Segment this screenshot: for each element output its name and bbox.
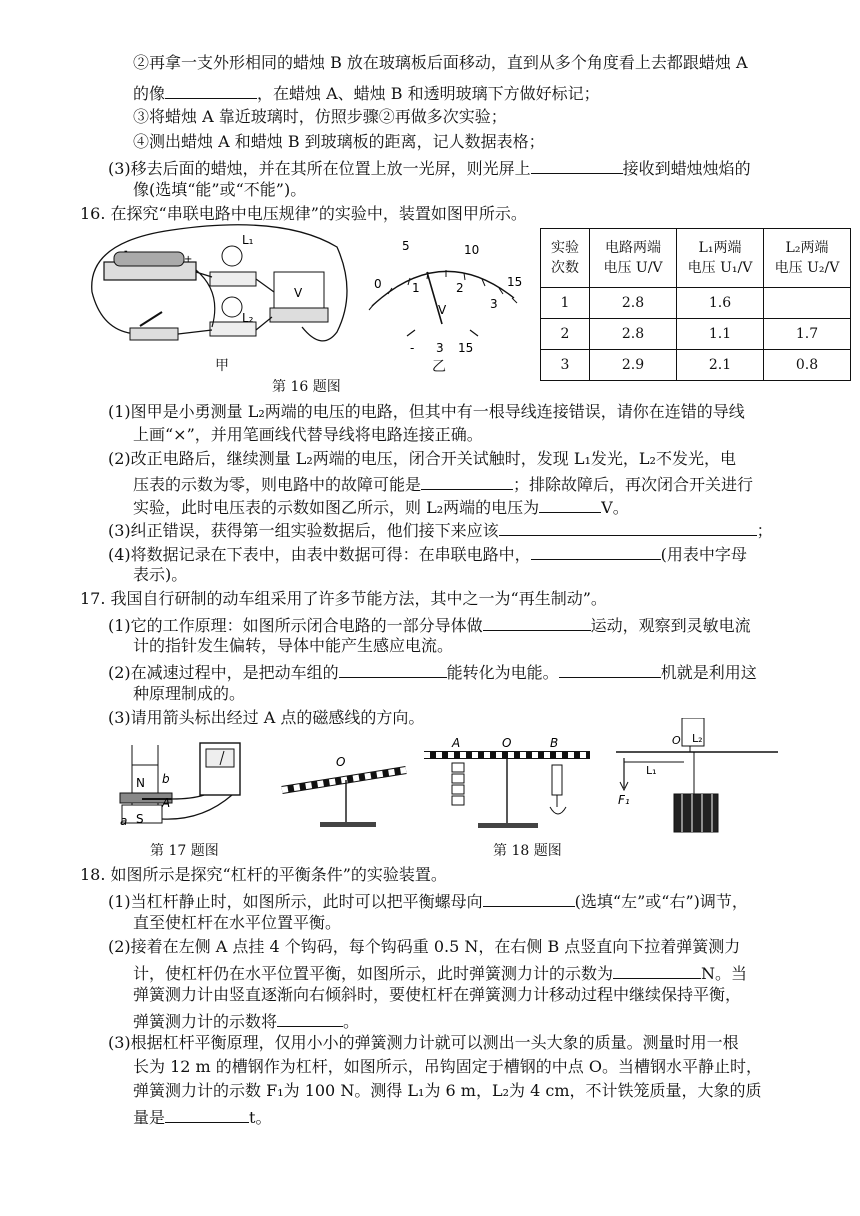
- table-cell: 1: [541, 288, 590, 319]
- q15-answer-blank-1[interactable]: [165, 80, 257, 99]
- meter-15: 15: [507, 275, 523, 289]
- q16-answer-blank-next-step[interactable]: [499, 517, 757, 536]
- q18-part3-line3: 弹簧测力计的示数 F₁为 100 N。测得 L₁为 6 m，L₂为 4 cm，不计铁笼质量，大象的质: [133, 1081, 762, 1100]
- q15-step3: ③将蜡烛 A 靠近玻璃时，仿照步骤②再做多次实验；: [133, 107, 507, 126]
- q16-part2-line3: [133, 494, 629, 519]
- q17-part2-line1: [108, 659, 757, 684]
- q18-part3-line1: (3)根据杠杆平衡原理，仅用小小的弹簧测力计就可以测出一头大象的质量。测量时用一根: [108, 1033, 739, 1052]
- q16-part2-text-pre: 压表的示数为零，则电路中的故障可能是: [133, 475, 422, 494]
- q18-elephant-f1: F₁: [618, 793, 630, 807]
- q18-elephant-o: O: [672, 734, 681, 747]
- q18-elephant-lever-figure: [612, 718, 782, 838]
- q15-step4: ④测出蜡烛 A 和蜡烛 B 到玻璃板的距离，记人数据表格；: [133, 132, 545, 151]
- q18-tilted-o: O: [336, 755, 346, 769]
- q15-part3-text-pre: (3)移去后面的蜡烛，并在其所在位置上放一光屏，则光屏上: [108, 159, 531, 178]
- q18-part3-line2: 长为 12 m 的槽钢作为杠杆，如图所示，吊钩固定于槽钢的中点 O。当槽钢水平静止时，: [133, 1057, 762, 1076]
- q16-part2-text-post: ；排除故障后，再次闭合开关进行: [513, 475, 754, 494]
- q16-voltmeter-dial-figure: [352, 236, 532, 356]
- table-row: [541, 288, 851, 319]
- meter-unit: V: [438, 303, 447, 317]
- meter-terminal-3: 3: [436, 341, 444, 355]
- q17-part2-line2: 种原理制成的。: [133, 684, 246, 703]
- q16-part2-line1: (2)改正电路后，继续测量 L₂两端的电压，闭合开关试触时，发现 L₁发光，L₂不发光，电: [108, 449, 736, 468]
- q16-part3: [108, 517, 773, 542]
- q15-step2-line1: ②再拿一支外形相同的蜡烛 B 放在玻璃板后面移动，直到从多个角度看上去都跟蜡烛 A: [133, 53, 748, 72]
- q18-balance-o: O: [502, 736, 512, 750]
- svg-text:+: +: [184, 254, 193, 265]
- q16-l2-label: L₂: [242, 311, 254, 325]
- q18-part1-line1: [108, 888, 748, 913]
- q17-part1-line2: 计的指针发生偏转，导体中能产生感应电流。: [133, 636, 454, 655]
- table-cell: 1.6: [677, 288, 764, 319]
- q16-part1-line1: (1)图甲是小勇测量 L₂两端的电压的电路，但其中有一根导线连接错误，请你在连错的导线: [108, 402, 745, 421]
- q18-part2-text-pre: 计，使杠杆仍在水平位置平衡，如图所示，此时弹簧测力计的示数为: [133, 964, 614, 983]
- table-row: [541, 350, 851, 381]
- q18-answer-blank-force[interactable]: [613, 960, 701, 979]
- table-header-cell: 实验 次数: [541, 229, 590, 288]
- q16-part2c-text-pre: 实验，此时电压表的示数如图乙所示，则 L₂两端的电压为: [133, 498, 540, 517]
- meter-0: 0: [374, 277, 382, 291]
- q15-step2-line2: [133, 80, 600, 105]
- q17-part1-text-pre: (1)它的工作原理：如图所示闭合电路的一部分导体做: [108, 616, 483, 635]
- table-cell: [764, 288, 851, 319]
- q16-fig-jia-label: 甲: [215, 358, 229, 374]
- q18-part1-text-post: (选填“左”或“右”)调节，: [574, 892, 748, 911]
- q17-point-a: A: [162, 796, 171, 810]
- q16-stem: 16. 在探究“串联电路中电压规律”的实验中，装置如图甲所示。: [80, 204, 527, 223]
- meter-1: 1: [412, 281, 420, 295]
- q16-data-table: [540, 228, 851, 381]
- meter-3: 3: [490, 297, 498, 311]
- q18-answer-blank-change[interactable]: [277, 1008, 343, 1027]
- q18-part1-line2: 直至使杠杆在水平位置平衡。: [133, 913, 342, 932]
- table-cell: 2.1: [677, 350, 764, 381]
- q16-circuit-figure: [82, 222, 357, 357]
- table-cell: 2.8: [590, 319, 677, 350]
- q18-answer-blank-direction[interactable]: [483, 888, 575, 907]
- q15-step2-text-pre: 的像: [133, 84, 166, 103]
- q18-part3-line4: [133, 1104, 271, 1129]
- q17-part2-text-pre: (2)在减速过程中，是把动车组的: [108, 663, 339, 682]
- q17-figure: [112, 735, 262, 835]
- q15-part3-line2: 像(选填“能”或“不能”)。: [133, 180, 307, 199]
- q18-part2-line2: [133, 960, 747, 985]
- table-cell: 2: [541, 319, 590, 350]
- meter-10: 10: [464, 243, 480, 257]
- q16-part3-text-post: ；: [756, 521, 773, 540]
- q18-elephant-l1: L₁: [646, 764, 657, 777]
- q16-answer-blank-voltage[interactable]: [539, 494, 601, 513]
- q17-label-a-low: a: [120, 814, 128, 828]
- q17-part1-line1: [108, 612, 751, 637]
- q15-answer-blank-2[interactable]: [531, 155, 623, 174]
- table-cell: 2.8: [590, 288, 677, 319]
- q18-part2-line3: 弹簧测力计由竖直逐渐向右倾斜时，要使杠杆在弹簧测力计移动过程中继续保持平衡，: [133, 985, 742, 1004]
- q18-part2d-text-pre: 弹簧测力计的示数将: [133, 1012, 278, 1031]
- q16-part3-text-pre: (3)纠正错误，获得第一组实验数据后，他们接下来应该: [108, 521, 499, 540]
- q16-fig-caption: 第 16 题图: [272, 379, 341, 395]
- q17-answer-blank-motion[interactable]: [483, 612, 591, 631]
- q16-l1-label: L₁: [242, 233, 254, 247]
- meter-terminal-neg: -: [410, 341, 415, 355]
- meter-terminal-15: 15: [458, 341, 474, 355]
- q16-part4-text-post: (用表中字母: [660, 545, 747, 564]
- q18-point-b: B: [550, 736, 559, 750]
- q17-label-b: b: [162, 772, 170, 786]
- q18-answer-blank-mass[interactable]: [165, 1104, 249, 1123]
- q16-part2-line2: [133, 471, 753, 496]
- table-row: [541, 319, 851, 350]
- q18-part3d-text-pre: 量是: [133, 1108, 166, 1127]
- q17-part1-text-post: 运动，观察到灵敏电流: [590, 616, 751, 635]
- q16-part4-line2: 表示)。: [133, 565, 188, 584]
- q18-lever-tilted-figure: [280, 750, 410, 830]
- q18-part3d-text-post: t。: [249, 1108, 272, 1127]
- q15-part3-text-post: 接收到蜡烛烛焰的: [622, 159, 751, 178]
- q18-part2d-text-post: 。: [343, 1012, 360, 1031]
- q18-lever-balance-figure: [420, 735, 595, 830]
- q17-answer-blank-energy[interactable]: [339, 659, 447, 678]
- table-header-cell: L₁两端 电压 U₁/V: [677, 229, 764, 288]
- table-cell: 3: [541, 350, 590, 381]
- table-cell: 1.1: [677, 319, 764, 350]
- q16-answer-blank-rule[interactable]: [531, 541, 661, 560]
- q18-stem: 18. 如图所示是探究“杠杆的平衡条件”的实验装置。: [80, 865, 447, 884]
- q18-part1-text-pre: (1)当杠杆静止时，如图所示，此时可以把平衡螺母向: [108, 892, 483, 911]
- q15-step2-text-post: ，在蜡烛 A、蜡烛 B 和透明玻璃下方做好标记；: [257, 84, 600, 103]
- table-header-cell: L₂两端 电压 U₂/V: [764, 229, 851, 288]
- q18-part2-line1: (2)接着在左侧 A 点挂 4 个钩码，每个钩码重 0.5 N，在右侧 B 点竖直向下拉着弹簧测力: [108, 937, 741, 956]
- q16-part2c-text-post: V。: [601, 498, 629, 517]
- table-cell: 2.9: [590, 350, 677, 381]
- q17-part2-text-mid: 能转化为电能。: [446, 663, 559, 682]
- meter-5: 5: [402, 239, 410, 253]
- q17-magnet-n: N: [136, 776, 145, 790]
- q16-answer-blank-fault[interactable]: [421, 471, 513, 490]
- table-cell: 1.7: [764, 319, 851, 350]
- q16-part1-line2: 上画“×”，并用笔画线代替导线将电路连接正确。: [133, 425, 483, 444]
- q18-part2-text-post: N。当: [701, 964, 748, 983]
- q16-part4-text-pre: (4)将数据记录在下表中，由表中数据可得：在串联电路中，: [108, 545, 531, 564]
- q17-fig-caption: 第 17 题图: [150, 843, 219, 859]
- q17-stem: 17. 我国自行研制的动车组采用了许多节能方法，其中之一为“再生制动”。: [80, 589, 607, 608]
- q17-magnet-s: S: [136, 812, 144, 826]
- q18-elephant-l2: L₂: [692, 732, 703, 745]
- q16-voltmeter-label: V: [294, 286, 303, 300]
- svg-text:-: -: [124, 246, 128, 257]
- q17-part3: (3)请用箭头标出经过 A 点的磁感线的方向。: [108, 708, 425, 727]
- q18-fig-caption: 第 18 题图: [493, 843, 562, 859]
- table-cell: 0.8: [764, 350, 851, 381]
- table-header-row: [541, 229, 851, 288]
- q18-point-a: A: [452, 736, 461, 750]
- meter-2: 2: [456, 281, 464, 295]
- q16-fig-yi-label: 乙: [432, 359, 446, 375]
- table-header-cell: 电路两端 电压 U/V: [590, 229, 677, 288]
- q17-answer-blank-machine[interactable]: [559, 659, 661, 678]
- q15-part3-line1: [108, 155, 751, 180]
- q16-part4-line1: [108, 541, 747, 566]
- q17-part2-text-post: 机就是利用这: [660, 663, 757, 682]
- q18-part2-line4: [133, 1008, 359, 1033]
